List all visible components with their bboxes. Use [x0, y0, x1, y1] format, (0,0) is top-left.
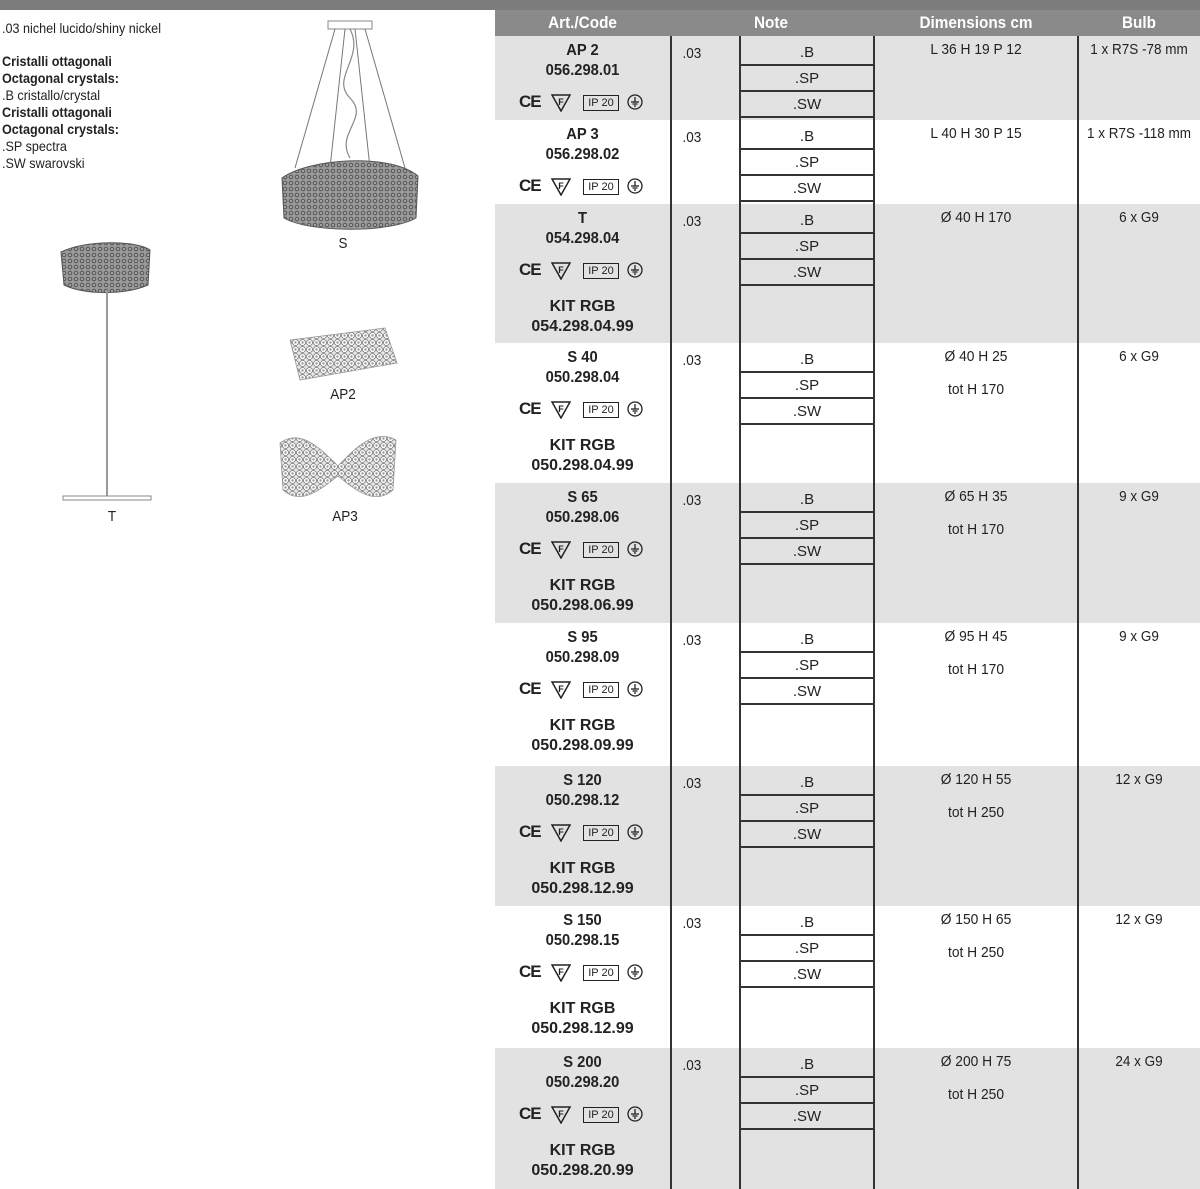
crystal-notes — [740, 487, 874, 565]
crystal-group2-title-en: Octagonal crystals: — [2, 121, 119, 137]
table-row — [495, 343, 1200, 483]
crystal-note: .B — [740, 1052, 874, 1078]
crystal-note: .SW — [740, 92, 874, 118]
kit-label: KIT RGB — [549, 1000, 616, 1017]
crystal-group1-item: .B cristallo/crystal — [2, 87, 101, 103]
f-mark-icon — [551, 1106, 571, 1124]
ground-icon — [627, 681, 643, 697]
certification-marks — [517, 823, 647, 843]
crystal-note: .SP — [740, 653, 874, 679]
svg-text:F: F — [558, 544, 564, 554]
crystal-note: .SW — [740, 679, 874, 705]
kit-code: 050.298.12.99 — [531, 1020, 634, 1037]
product-code-block — [495, 125, 670, 165]
ground-icon — [627, 262, 643, 278]
kit-rgb-block — [495, 576, 670, 616]
finish-code: .03 — [682, 45, 702, 62]
crystal-note: .SW — [740, 1104, 874, 1130]
table-row — [495, 120, 1200, 204]
finish-code: .03 — [682, 492, 702, 509]
finish-code: .03 — [682, 1057, 702, 1074]
table-header — [495, 10, 1200, 36]
table-row — [495, 906, 1200, 1048]
ip20-badge: IP 20 — [583, 263, 619, 279]
ground-icon — [627, 964, 643, 980]
dimensions — [876, 911, 1076, 961]
dimensions-total: tot H 170 — [947, 521, 1005, 538]
finish-note: .03 nichel lucido/shiny nickel — [2, 20, 161, 36]
ce-mark-icon: CE — [519, 399, 541, 418]
crystal-notes — [740, 770, 874, 848]
crystal-group1-title-it: Cristalli ottagonali — [2, 53, 112, 69]
certification-marks — [517, 177, 647, 197]
dimensions-total: tot H 250 — [947, 944, 1005, 961]
product-code-block — [495, 488, 670, 528]
finish-code: .03 — [682, 352, 702, 369]
crystal-note: .SP — [740, 936, 874, 962]
product-code-block — [495, 209, 670, 249]
ip20-badge: IP 20 — [583, 542, 619, 558]
product-table — [495, 10, 1200, 1189]
dimensions-primary: Ø 120 H 55 — [940, 771, 1012, 788]
product-name: S 95 — [567, 629, 598, 646]
ip20-badge: IP 20 — [583, 682, 619, 698]
kit-code: 050.298.06.99 — [531, 597, 634, 614]
certification-marks — [517, 680, 647, 700]
dimensions-primary: Ø 65 H 35 — [944, 488, 1008, 505]
ground-icon — [627, 178, 643, 194]
svg-text:F: F — [558, 181, 564, 191]
kit-label: KIT RGB — [549, 437, 616, 454]
f-mark-icon — [551, 824, 571, 842]
crystal-note: .B — [740, 487, 874, 513]
ground-icon — [627, 824, 643, 840]
suspension-lamp-illustration — [270, 18, 430, 238]
crystal-note: .B — [740, 627, 874, 653]
wall-lamp-ap2-illustration — [285, 325, 405, 385]
crystal-notes — [740, 1052, 874, 1130]
crystal-note: .SP — [740, 1078, 874, 1104]
certification-marks — [517, 963, 647, 983]
product-code: 050.298.09 — [545, 649, 620, 666]
dimensions — [876, 1053, 1076, 1103]
svg-text:F: F — [558, 265, 564, 275]
dimensions — [876, 488, 1076, 538]
bulb-spec: 12 x G9 — [1115, 911, 1163, 928]
dimensions-primary: L 40 H 30 P 15 — [930, 125, 1022, 142]
dimensions-primary: Ø 40 H 25 — [944, 348, 1008, 365]
crystal-group2-item-sw: .SW swarovski — [2, 155, 85, 171]
crystal-group1-title-en: Octagonal crystals: — [2, 70, 119, 86]
bulb-spec: 9 x G9 — [1119, 488, 1159, 505]
kit-code: 050.298.20.99 — [531, 1162, 634, 1179]
crystal-note: .SP — [740, 373, 874, 399]
header-note: Note — [753, 13, 789, 32]
column-divider — [1077, 36, 1079, 1189]
kit-code: 050.298.04.99 — [531, 457, 634, 474]
kit-rgb-block — [495, 436, 670, 476]
product-code-block — [495, 41, 670, 81]
caption-s: S — [338, 235, 348, 252]
product-code: 056.298.02 — [545, 146, 620, 163]
crystal-note: .SP — [740, 66, 874, 92]
crystal-note: .SP — [740, 150, 874, 176]
crystal-notes — [740, 627, 874, 705]
ce-mark-icon: CE — [519, 176, 541, 195]
dimensions-total: tot H 170 — [947, 661, 1005, 678]
table-row — [495, 1048, 1200, 1189]
product-name: S 120 — [563, 772, 602, 789]
dimensions-total: tot H 250 — [947, 804, 1005, 821]
kit-rgb-block — [495, 1141, 670, 1181]
table-row — [495, 204, 1200, 343]
bulb-spec: 24 x G9 — [1115, 1053, 1163, 1070]
kit-code: 050.298.09.99 — [531, 737, 634, 754]
bulb-spec: 1 x R7S -118 mm — [1086, 125, 1192, 142]
product-name: S 40 — [567, 349, 598, 366]
product-code-block — [495, 771, 670, 811]
kit-code: 054.298.04.99 — [531, 318, 634, 335]
table-row — [495, 766, 1200, 906]
ce-mark-icon: CE — [519, 679, 541, 698]
crystal-note: .SW — [740, 176, 874, 202]
product-code-block — [495, 348, 670, 388]
crystal-note: .SP — [740, 513, 874, 539]
product-code: 050.298.06 — [545, 509, 620, 526]
dimensions-total: tot H 170 — [947, 381, 1005, 398]
ip20-badge: IP 20 — [583, 402, 619, 418]
finish-legend — [2, 20, 161, 172]
kit-rgb-block — [495, 999, 670, 1039]
product-name: T — [578, 210, 587, 227]
header-code: Art./Code — [548, 13, 617, 32]
dimensions — [876, 771, 1076, 821]
product-name: AP 3 — [566, 126, 599, 143]
svg-text:F: F — [558, 967, 564, 977]
certification-marks — [517, 1105, 647, 1125]
dimensions-primary: Ø 95 H 45 — [944, 628, 1008, 645]
table-row — [495, 36, 1200, 120]
caption-ap2: AP2 — [330, 386, 356, 403]
ground-icon — [627, 541, 643, 557]
svg-text:F: F — [558, 827, 564, 837]
dimensions-total: tot H 250 — [947, 1086, 1005, 1103]
product-code: 050.298.04 — [545, 369, 620, 386]
f-mark-icon — [551, 541, 571, 559]
crystal-note: .SW — [740, 962, 874, 988]
dimensions-primary: Ø 150 H 65 — [940, 911, 1012, 928]
kit-rgb-block — [495, 297, 670, 337]
crystal-note: .SW — [740, 822, 874, 848]
kit-label: KIT RGB — [549, 1142, 616, 1159]
kit-rgb-block — [495, 716, 670, 756]
ip20-badge: IP 20 — [583, 95, 619, 111]
ground-icon — [627, 94, 643, 110]
certification-marks — [517, 261, 647, 281]
crystal-notes — [740, 208, 874, 286]
column-divider — [873, 36, 875, 1189]
finish-code: .03 — [682, 129, 702, 146]
ce-mark-icon: CE — [519, 539, 541, 558]
product-code-block — [495, 1053, 670, 1093]
product-name: AP 2 — [566, 42, 599, 59]
product-code: 054.298.04 — [545, 230, 620, 247]
ce-mark-icon: CE — [519, 962, 541, 981]
dimensions — [876, 628, 1076, 678]
product-name: S 150 — [563, 912, 602, 929]
crystal-note: .B — [740, 40, 874, 66]
f-mark-icon — [551, 262, 571, 280]
product-code: 050.298.20 — [545, 1074, 620, 1091]
product-name: S 200 — [563, 1054, 602, 1071]
f-mark-icon — [551, 964, 571, 982]
crystal-note: .SW — [740, 539, 874, 565]
crystal-note: .B — [740, 910, 874, 936]
ip20-badge: IP 20 — [583, 825, 619, 841]
dimensions — [876, 125, 1076, 142]
certification-marks — [517, 400, 647, 420]
dimensions — [876, 41, 1076, 58]
svg-text:F: F — [558, 97, 564, 107]
finish-code: .03 — [682, 775, 702, 792]
certification-marks — [517, 540, 647, 560]
floor-lamp-illustration — [55, 240, 165, 510]
svg-text:F: F — [558, 684, 564, 694]
caption-ap3: AP3 — [332, 508, 358, 525]
table-row — [495, 483, 1200, 623]
bulb-spec: 6 x G9 — [1119, 348, 1159, 365]
header-bulb: Bulb — [1121, 13, 1157, 32]
crystal-notes — [740, 40, 874, 118]
product-code-block — [495, 911, 670, 951]
crystal-notes — [740, 124, 874, 202]
column-divider — [739, 36, 741, 1189]
f-mark-icon — [551, 681, 571, 699]
crystal-note: .B — [740, 770, 874, 796]
bulb-spec: 9 x G9 — [1119, 628, 1159, 645]
f-mark-icon — [551, 94, 571, 112]
crystal-note: .SW — [740, 260, 874, 286]
crystal-note: .SP — [740, 234, 874, 260]
bulb-spec: 1 x R7S -78 mm — [1090, 41, 1188, 58]
ip20-badge: IP 20 — [583, 965, 619, 981]
kit-rgb-block — [495, 859, 670, 899]
crystal-note: .B — [740, 208, 874, 234]
product-name: S 65 — [567, 489, 598, 506]
svg-text:F: F — [558, 404, 564, 414]
dimensions — [876, 209, 1076, 226]
kit-label: KIT RGB — [549, 298, 616, 315]
crystal-group2-item-sp: .SP spectra — [2, 138, 67, 154]
crystal-notes — [740, 347, 874, 425]
dimensions-primary: L 36 H 19 P 12 — [930, 41, 1022, 58]
kit-code: 050.298.12.99 — [531, 880, 634, 897]
header-bar — [0, 0, 1200, 10]
ce-mark-icon: CE — [519, 260, 541, 279]
crystal-note: .SW — [740, 399, 874, 425]
ground-icon — [627, 401, 643, 417]
caption-t: T — [107, 508, 117, 525]
header-dimensions: Dimensions cm — [919, 13, 1033, 32]
bulb-spec: 12 x G9 — [1115, 771, 1163, 788]
f-mark-icon — [551, 401, 571, 419]
ce-mark-icon: CE — [519, 822, 541, 841]
crystal-group2-title-it: Cristalli ottagonali — [2, 104, 112, 120]
wall-lamp-ap3-illustration — [275, 428, 401, 508]
finish-code: .03 — [682, 915, 702, 932]
product-code: 050.298.12 — [545, 792, 620, 809]
certification-marks — [517, 93, 647, 113]
dimensions — [876, 348, 1076, 398]
product-code: 056.298.01 — [545, 62, 620, 79]
column-divider — [670, 36, 672, 1189]
finish-code: .03 — [682, 213, 702, 230]
ip20-badge: IP 20 — [583, 1107, 619, 1123]
crystal-note: .B — [740, 347, 874, 373]
bulb-spec: 6 x G9 — [1119, 209, 1159, 226]
dimensions-primary: Ø 200 H 75 — [940, 1053, 1012, 1070]
kit-label: KIT RGB — [549, 860, 616, 877]
ce-mark-icon: CE — [519, 92, 541, 111]
svg-text:F: F — [558, 1109, 564, 1119]
crystal-note: .SP — [740, 796, 874, 822]
table-row — [495, 623, 1200, 766]
product-code: 050.298.15 — [545, 932, 620, 949]
f-mark-icon — [551, 178, 571, 196]
ground-icon — [627, 1106, 643, 1122]
finish-code: .03 — [682, 632, 702, 649]
dimensions-primary: Ø 40 H 170 — [940, 209, 1012, 226]
product-code-block — [495, 628, 670, 668]
crystal-notes — [740, 910, 874, 988]
kit-label: KIT RGB — [549, 577, 616, 594]
kit-label: KIT RGB — [549, 717, 616, 734]
crystal-note: .B — [740, 124, 874, 150]
ip20-badge: IP 20 — [583, 179, 619, 195]
ce-mark-icon: CE — [519, 1104, 541, 1123]
